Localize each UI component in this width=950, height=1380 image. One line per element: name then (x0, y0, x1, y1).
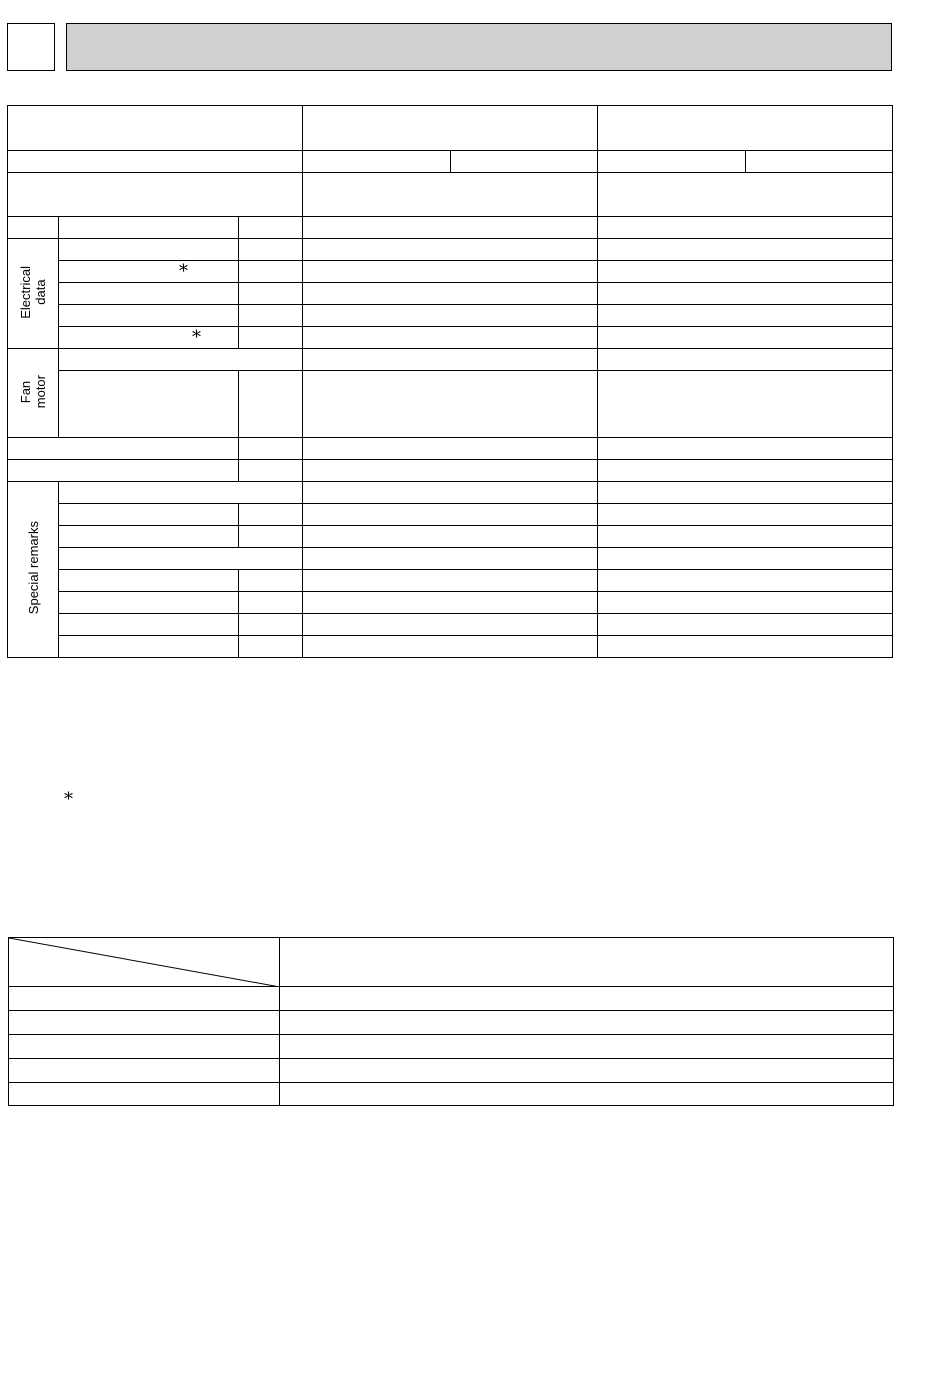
table-row (8, 636, 893, 658)
table-row (9, 1059, 894, 1083)
electrical-data-label: Electrical data (18, 265, 48, 319)
table-row (8, 371, 893, 438)
table-row (8, 151, 893, 173)
table-row (8, 460, 893, 482)
diagonal-line (9, 938, 280, 987)
asterisk-marker: * (179, 261, 188, 282)
fan-motor-label: Fan motor (18, 374, 48, 409)
table-row (8, 327, 893, 349)
model-2-header-cell (598, 106, 893, 151)
table-row (9, 1035, 894, 1059)
table-row (8, 106, 893, 151)
table-row (8, 283, 893, 305)
fan-motor-group-cell (8, 349, 59, 438)
table-row (9, 1011, 894, 1035)
table-row (8, 217, 893, 239)
table-row (8, 349, 893, 371)
table-row (8, 482, 893, 504)
diagonal-header-cell (9, 938, 280, 987)
electrical-data-group-cell (8, 239, 59, 349)
table-row (8, 305, 893, 327)
special-remarks-group-cell (8, 482, 59, 658)
table-row (8, 261, 893, 283)
bottom-table (8, 937, 894, 1106)
table-row (8, 173, 893, 217)
table-row (8, 504, 893, 526)
table-row (8, 592, 893, 614)
section-title-bar (66, 23, 892, 71)
asterisk-marker: * (192, 327, 201, 348)
table-row (8, 239, 893, 261)
bottom-header-cell (280, 938, 894, 987)
table-row (8, 438, 893, 460)
table-row (9, 987, 894, 1011)
table-row (8, 526, 893, 548)
model-1-header-cell (303, 106, 598, 151)
header-label-cell (8, 106, 303, 151)
table-row (9, 938, 894, 987)
special-remarks-label: Special remarks (25, 521, 41, 615)
table-row (8, 614, 893, 636)
table-row (8, 570, 893, 592)
table-row (9, 1083, 894, 1106)
spec-table (7, 105, 893, 658)
section-number-box (7, 23, 55, 71)
footnote-asterisk: * (64, 789, 73, 810)
table-row (8, 548, 893, 570)
